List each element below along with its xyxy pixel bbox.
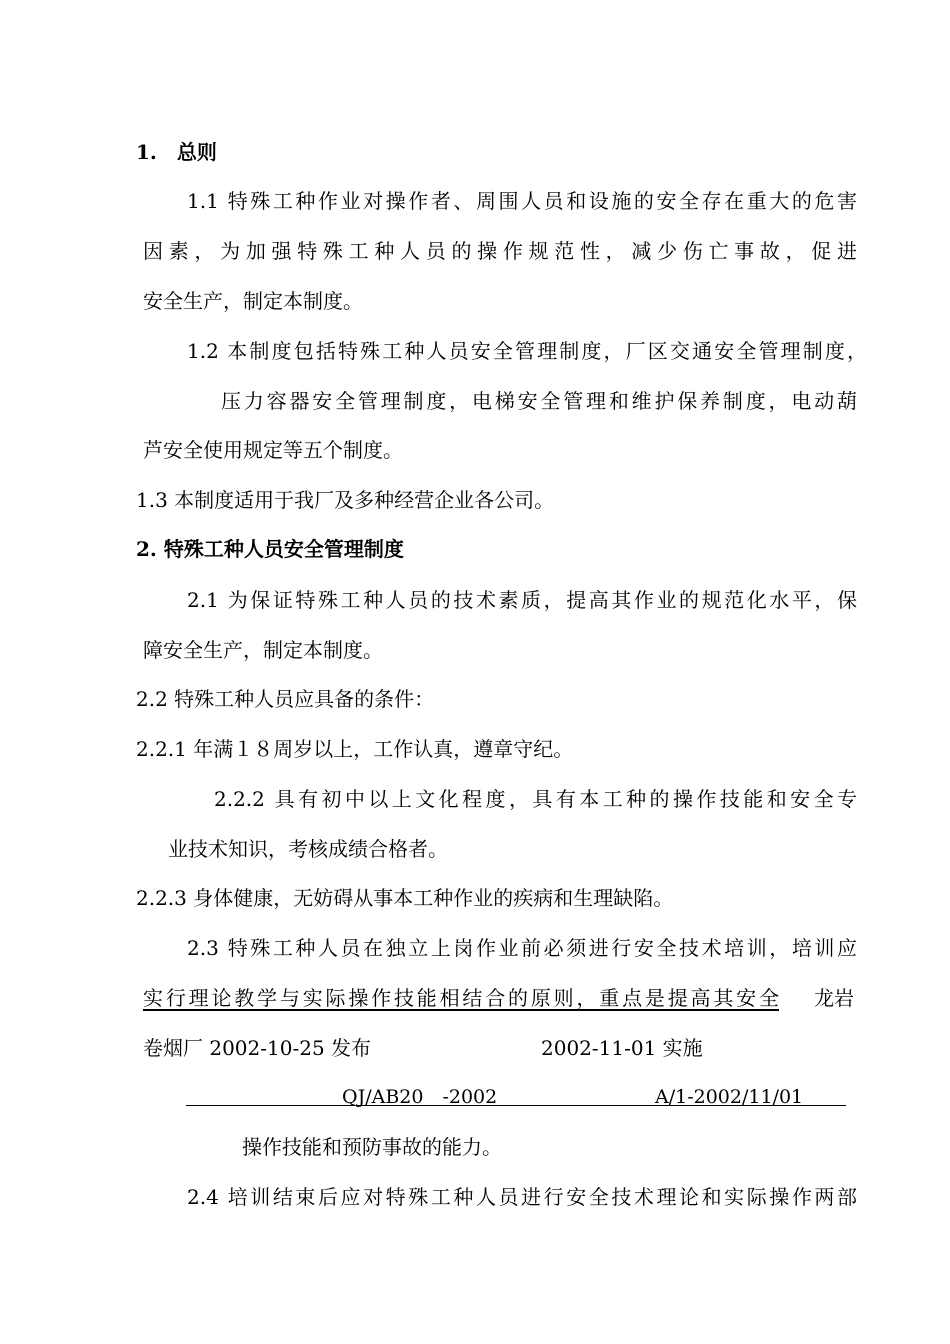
document-code: QJ/AB20 -2002: [342, 1086, 498, 1108]
paragraph-line: 1.3 本制度适用于我厂及多种经营企业各公司。: [136, 488, 555, 512]
revision-code: A/1-2002/11/01: [655, 1086, 804, 1108]
paragraph-line: 1.1 特殊工种作业对操作者、周围人员和设施的安全存在重大的危害: [187, 189, 857, 213]
paragraph-line: 安全生产，制定本制度。: [143, 289, 363, 313]
paragraph-line: 2.2.3 身体健康，无妨碍从事本工种作业的疾病和生理缺陷。: [136, 886, 674, 910]
issuer-name: 龙岩: [814, 986, 854, 1010]
paragraph-line: 2.2.1 年满１８周岁以上，工作认真，遵章守纪。: [136, 737, 574, 761]
paragraph-line: 1.2 本制度包括特殊工种人员安全管理制度，厂区交通安全管理制度，: [187, 339, 867, 363]
paragraph-line: 2.1 为保证特殊工种人员的技术素质，提高其作业的规范化水平，保: [187, 588, 857, 612]
paragraph-line: 障安全生产，制定本制度。: [143, 638, 383, 662]
issue-date: 卷烟厂 2002-10-25 发布: [143, 1036, 372, 1060]
paragraph-line: 芦安全使用规定等五个制度。: [143, 438, 403, 462]
section-heading: 1. 总则: [136, 140, 217, 164]
paragraph-line: 2.4 培训结束后应对特殊工种人员进行安全技术理论和实际操作两部: [187, 1185, 857, 1209]
effective-date: 2002-11-01 实施: [541, 1036, 703, 1060]
footer-rule: [186, 1105, 846, 1106]
paragraph-line: 因素，为加强特殊工种人员的操作规范性，减少伤亡事故，促进: [143, 239, 857, 263]
section-heading: 2. 特殊工种人员安全管理制度: [136, 537, 404, 561]
paragraph-line: 2.3 特殊工种人员在独立上岗作业前必须进行安全技术培训，培训应: [187, 936, 857, 960]
paragraph-line: 2.2.2 具有初中以上文化程度，具有本工种的操作技能和安全专: [214, 787, 857, 811]
paragraph-line: 操作技能和预防事故的能力。: [242, 1135, 502, 1159]
paragraph-line: 压力容器安全管理制度，电梯安全管理和维护保养制度，电动葫: [221, 389, 857, 413]
paragraph-line: 业技术知识，考核成绩合格者。: [168, 837, 448, 861]
paragraph-line: 2.2 特殊工种人员应具备的条件：: [136, 687, 435, 711]
paragraph-line: 实行理论教学与实际操作技能相结合的原则，重点是提高其安全: [143, 986, 779, 1010]
